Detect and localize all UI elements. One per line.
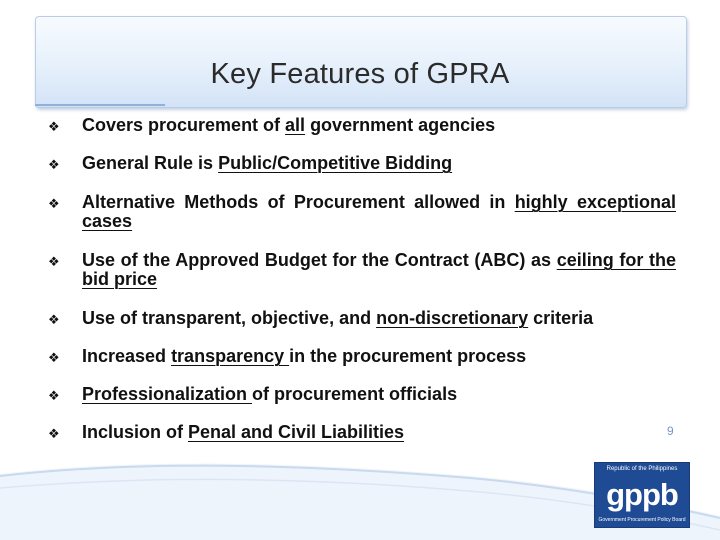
slide-title: Key Features of GPRA — [210, 58, 510, 90]
underlined-phrase: Public/Competitive Bidding — [218, 153, 453, 173]
bullet-phrase: criteria — [528, 308, 594, 328]
diamond-bullet-icon: ❖ — [48, 254, 60, 269]
bullet-item — [48, 423, 676, 442]
bullet-text — [82, 385, 676, 404]
bullet-phrase: Inclusion of — [82, 422, 188, 442]
logo-bottom-text: Government Procurement Policy Board — [598, 517, 686, 523]
bullet-text — [82, 116, 676, 135]
bullet-phrase: General Rule is — [82, 153, 219, 173]
bullet-text — [82, 251, 676, 289]
bullet-text — [82, 423, 676, 442]
title-underline — [35, 104, 165, 106]
bullet-phrase: Covers procurement of — [82, 115, 286, 135]
underlined-phrase: ceiling for the bid price — [82, 250, 677, 289]
bullet-phrase: Use of the Approved Budget for the Contract (ABC) as — [82, 250, 557, 270]
underlined-phrase: Penal and Civil Liabilities — [188, 422, 405, 442]
bullet-item — [48, 385, 676, 404]
diamond-bullet-icon: ❖ — [48, 426, 60, 441]
underlined-phrase: all — [285, 115, 306, 135]
bullet-item — [48, 193, 676, 231]
bullet-text — [82, 193, 676, 231]
logo-top-text: Republic of the Philippines — [606, 466, 678, 472]
bullet-phrase: Alternative Methods of Procurement allowed in — [82, 192, 515, 212]
logo-wordmark: gppb — [606, 477, 678, 512]
diamond-bullet-icon: ❖ — [48, 350, 60, 365]
bullet-phrase: government agencies — [305, 115, 496, 135]
bullet-text — [82, 309, 676, 328]
bullet-phrase: Increased — [82, 346, 172, 366]
bullet-item — [48, 309, 676, 328]
underlined-phrase: highly exceptional cases — [82, 192, 676, 231]
diamond-bullet-icon: ❖ — [48, 119, 60, 134]
gppb-logo — [594, 462, 690, 528]
diamond-bullet-icon: ❖ — [48, 388, 60, 403]
bullet-item — [48, 251, 676, 289]
bullet-text — [82, 154, 676, 173]
diamond-bullet-icon: ❖ — [48, 196, 60, 211]
bullet-phrase: Use of transparent, objective, and — [82, 308, 377, 328]
bullet-item — [48, 347, 676, 366]
underlined-phrase: non-discretionary — [376, 308, 529, 328]
page-number: 9 — [667, 424, 674, 438]
underlined-phrase: transparency — [171, 346, 290, 366]
diamond-bullet-icon: ❖ — [48, 157, 60, 172]
bullet-item — [48, 154, 676, 173]
bullet-text — [82, 347, 676, 366]
bullet-item — [48, 116, 676, 135]
diamond-bullet-icon: ❖ — [48, 312, 60, 327]
underlined-phrase: Professionalization — [82, 384, 253, 404]
bullet-phrase: of procurement officials — [252, 384, 458, 404]
bullet-phrase: in the procurement process — [289, 346, 527, 366]
